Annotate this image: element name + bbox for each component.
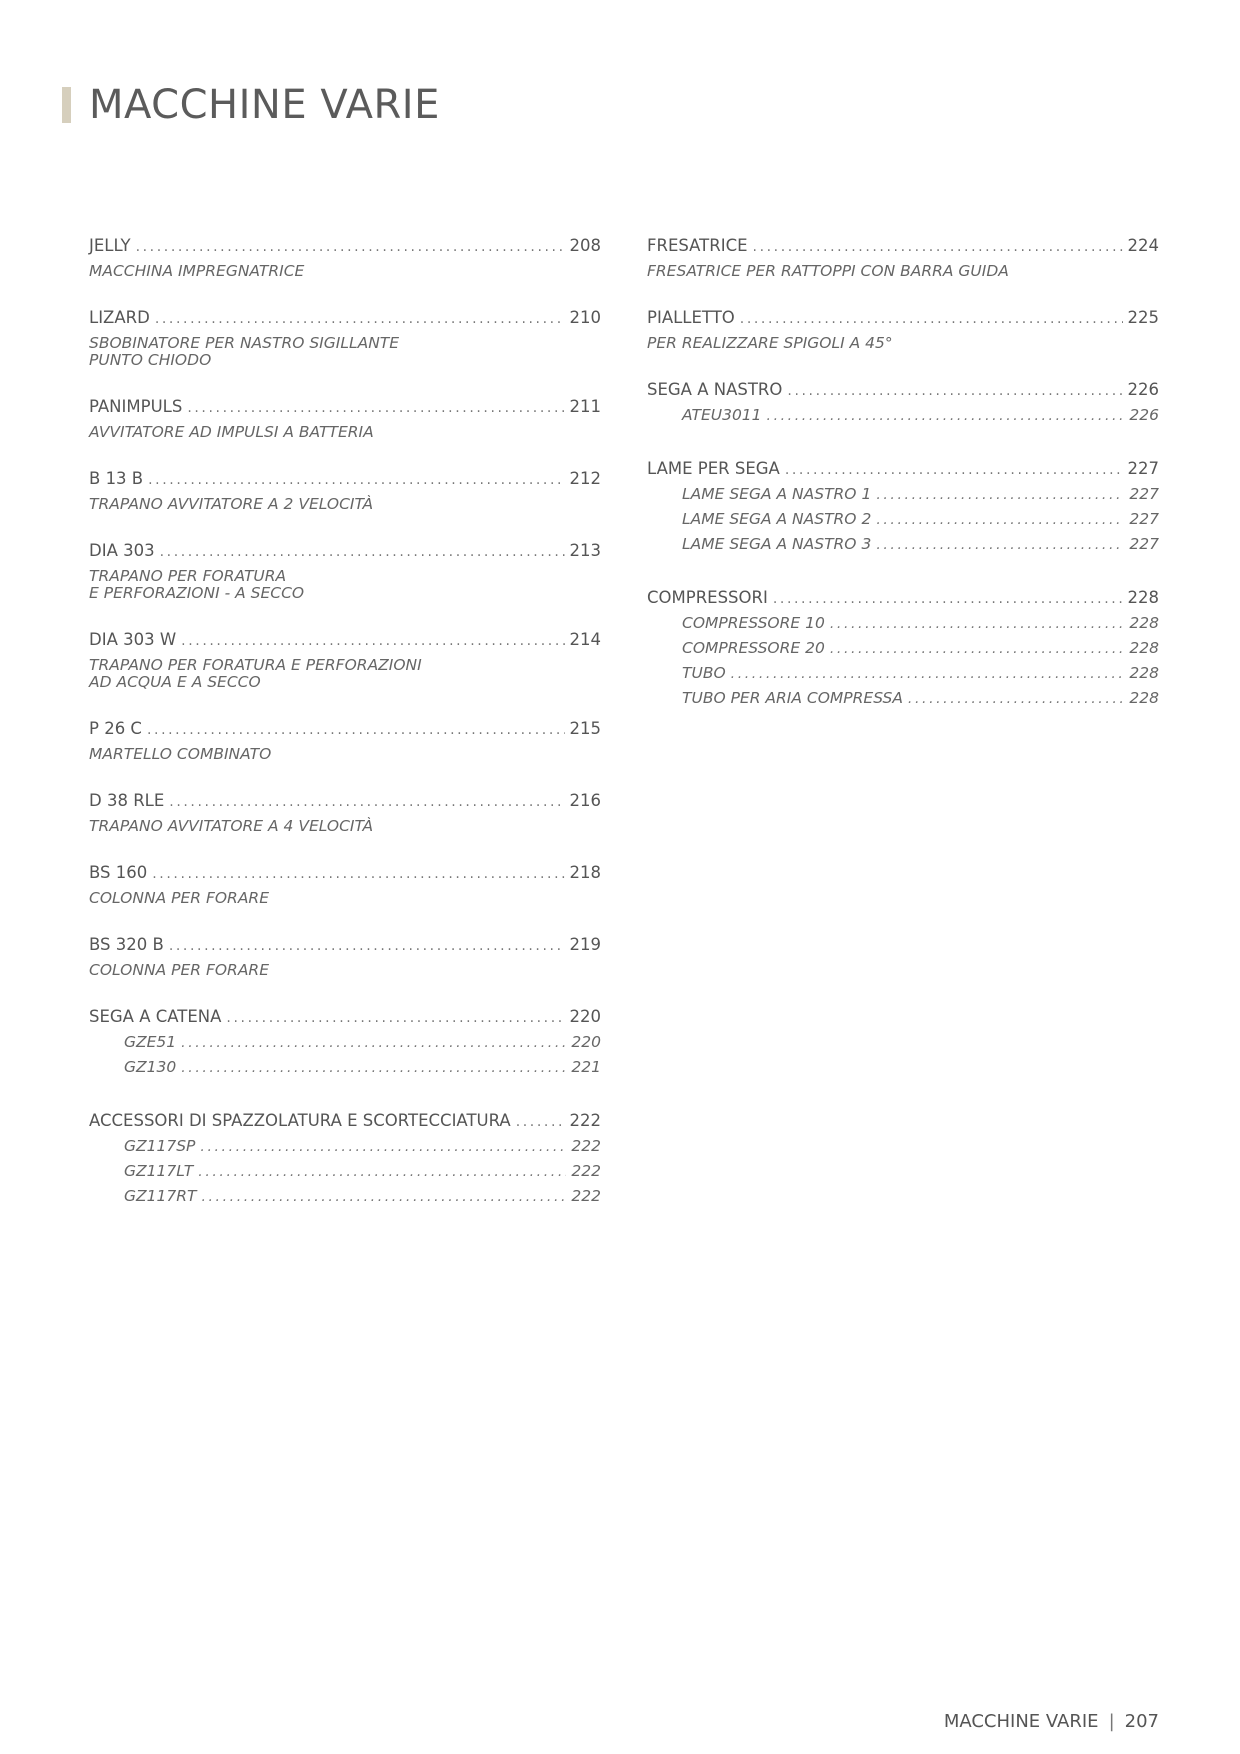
description-line: TRAPANO PER FORATURA E PERFORAZIONI: [89, 656, 422, 674]
toc-entry[interactable]: [89, 791, 601, 816]
toc-entry-name: DIA 303: [89, 541, 155, 560]
toc-subentry-name: GZ117RT: [124, 1187, 197, 1205]
toc-entry-block: [89, 1007, 601, 1083]
dot-leader: [908, 691, 1124, 707]
toc-entry-name: B 13 B: [89, 469, 144, 488]
toc-subentry-name: GZ130: [124, 1058, 177, 1076]
toc-entry-block: [89, 935, 601, 979]
toc-entry-block: [647, 588, 1159, 714]
toc-subentry[interactable]: [124, 1137, 601, 1162]
toc-subentry-name: LAME SEGA A NASTRO 2: [682, 510, 872, 528]
toc-entry-block: [89, 236, 601, 280]
toc-entry-description: [89, 890, 601, 907]
toc-entry[interactable]: [89, 630, 601, 655]
toc-subentry[interactable]: [682, 406, 1159, 431]
toc-entry-block: [89, 791, 601, 835]
page-footer: [944, 1711, 1159, 1732]
toc-entry-description: [89, 568, 601, 602]
toc-entry-description: [89, 962, 601, 979]
toc-entry-block: [89, 630, 601, 691]
toc-entry-name: SEGA A NASTRO: [647, 380, 783, 399]
toc-subentry[interactable]: [124, 1058, 601, 1083]
dot-leader: [187, 400, 564, 416]
toc-entry-description: [89, 424, 601, 441]
toc-subentry-name: LAME SEGA A NASTRO 1: [682, 485, 872, 503]
toc-entry-page: 208: [569, 236, 601, 255]
description-line: PER REALIZZARE SPIGOLI A 45°: [647, 334, 893, 352]
dot-leader: [785, 462, 1123, 478]
description-line: COLONNA PER FORARE: [89, 961, 269, 979]
toc-entry[interactable]: [89, 541, 601, 566]
toc-entry-block: [647, 308, 1159, 352]
toc-entry-description: [647, 263, 1159, 280]
description-line: PUNTO CHIODO: [89, 351, 212, 369]
toc-entry[interactable]: [89, 1007, 601, 1032]
toc-entry-block: [647, 459, 1159, 560]
toc-entry[interactable]: [647, 588, 1159, 613]
toc-entry-description: [89, 746, 601, 763]
toc-subentry[interactable]: [124, 1187, 601, 1212]
toc-entry[interactable]: [89, 1111, 601, 1136]
toc-entry-description: [89, 335, 601, 369]
toc-entry-page: 228: [1127, 588, 1159, 607]
dot-leader: [136, 239, 565, 255]
toc-subentry-page: 222: [571, 1162, 601, 1180]
toc-subentry[interactable]: [682, 639, 1159, 664]
toc-entry-page: 222: [569, 1111, 601, 1130]
toc-entry-name: LAME PER SEGA: [647, 459, 780, 478]
toc-entry[interactable]: [647, 380, 1159, 405]
toc-entry[interactable]: [89, 935, 601, 960]
toc-subentry-name: LAME SEGA A NASTRO 3: [682, 535, 872, 553]
toc-subentry-page: 228: [1129, 664, 1159, 682]
toc-subentry[interactable]: [124, 1162, 601, 1187]
toc-entry[interactable]: [647, 236, 1159, 261]
toc-entry-block: [89, 1111, 601, 1212]
toc-entry-block: [647, 380, 1159, 431]
toc-entry-page: 218: [569, 863, 601, 882]
toc-entry-name: COMPRESSORI: [647, 588, 768, 607]
dot-leader: [148, 472, 564, 488]
toc-subentry-name: GZ117SP: [124, 1137, 196, 1155]
toc-subentries: [647, 614, 1159, 714]
toc-subentry-page: 228: [1129, 614, 1159, 632]
dot-leader: [876, 487, 1124, 503]
toc-entry-block: [89, 719, 601, 763]
description-line: MACCHINA IMPREGNATRICE: [89, 262, 305, 280]
toc-entry-name: D 38 RLE: [89, 791, 165, 810]
dot-leader: [787, 383, 1122, 399]
toc-entry-block: [89, 863, 601, 907]
dot-leader: [876, 537, 1124, 553]
toc-entry-page: 215: [569, 719, 601, 738]
toc-subentry-page: 227: [1129, 485, 1159, 503]
toc-entry-page: 214: [569, 630, 601, 649]
footer-separator: |: [1108, 1711, 1115, 1732]
toc-entry-block: [89, 541, 601, 602]
toc-entry-page: 211: [569, 397, 601, 416]
toc-entry-name: PIALLETTO: [647, 308, 735, 327]
description-line: AVVITATORE AD IMPULSI A BATTERIA: [89, 423, 374, 441]
toc-subentries: [647, 406, 1159, 431]
description-line: TRAPANO PER FORATURA: [89, 567, 287, 585]
toc-subentries: [89, 1033, 601, 1083]
toc-subentry-name: COMPRESSORE 10: [682, 614, 825, 632]
description-line: AD ACQUA E A SECCO: [89, 673, 261, 691]
toc-entry-name: BS 320 B: [89, 935, 164, 954]
toc-entry-description: [647, 335, 1159, 352]
toc-entry-name: ACCESSORI DI SPAZZOLATURA E SCORTECCIATURA: [89, 1111, 511, 1130]
toc-right-column: [647, 236, 1159, 742]
toc-entry-description: [89, 818, 601, 835]
toc-entry[interactable]: [647, 308, 1159, 333]
toc-entry-name: FRESATRICE: [647, 236, 748, 255]
toc-subentry-page: 220: [571, 1033, 601, 1051]
title-accent-bar: [62, 87, 71, 123]
toc-subentry[interactable]: [124, 1033, 601, 1058]
toc-subentry[interactable]: [682, 535, 1159, 560]
toc-subentry[interactable]: [682, 614, 1159, 639]
toc-entry-name: PANIMPULS: [89, 397, 183, 416]
toc-entry-block: [89, 469, 601, 513]
description-line: FRESATRICE PER RATTOPPI CON BARRA GUIDA: [647, 262, 1009, 280]
toc-entry-page: 216: [569, 791, 601, 810]
toc-entry-page: 210: [569, 308, 601, 327]
toc-subentry-page: 228: [1129, 689, 1159, 707]
dot-leader: [876, 512, 1124, 528]
toc-subentry-name: ATEU3011: [682, 406, 762, 424]
dot-leader: [226, 1010, 564, 1026]
dot-leader: [181, 1035, 566, 1051]
toc-entry-page: 224: [1127, 236, 1159, 255]
toc-entry-page: 219: [569, 935, 601, 954]
description-line: COLONNA PER FORARE: [89, 889, 269, 907]
toc-left-column: [89, 236, 601, 1240]
dot-leader: [740, 311, 1123, 327]
toc-subentry-page: 226: [1129, 406, 1159, 424]
toc-entry[interactable]: [89, 719, 601, 744]
dot-leader: [169, 938, 565, 954]
description-line: MARTELLO COMBINATO: [89, 745, 272, 763]
toc-subentry-page: 222: [571, 1137, 601, 1155]
toc-entry-block: [89, 397, 601, 441]
dot-leader: [201, 1189, 566, 1205]
toc-subentry[interactable]: [682, 510, 1159, 535]
toc-entry-description: [89, 657, 601, 691]
toc-entry-block: [647, 236, 1159, 280]
toc-entry-name: LIZARD: [89, 308, 150, 327]
toc-entry[interactable]: [89, 469, 601, 494]
toc-entry[interactable]: [89, 236, 601, 261]
dot-leader: [147, 722, 565, 738]
toc-subentry-page: 227: [1129, 535, 1159, 553]
toc-subentry-name: COMPRESSORE 20: [682, 639, 825, 657]
toc-subentry[interactable]: [682, 485, 1159, 510]
footer-page-number: 207: [1124, 1711, 1159, 1732]
toc-subentry-page: 227: [1129, 510, 1159, 528]
toc-subentry-page: 228: [1129, 639, 1159, 657]
description-line: E PERFORAZIONI - A SECCO: [89, 584, 305, 602]
toc-entry-page: 212: [569, 469, 601, 488]
dot-leader: [773, 591, 1123, 607]
toc-subentry[interactable]: [682, 664, 1159, 689]
toc-subentry[interactable]: [682, 689, 1159, 714]
dot-leader: [181, 633, 564, 649]
toc-entry-name: P 26 C: [89, 719, 142, 738]
toc-subentries: [89, 1137, 601, 1212]
toc-entry-description: [89, 263, 601, 280]
toc-entry-page: 213: [569, 541, 601, 560]
footer-section-title: MACCHINE VARIE: [943, 1711, 1099, 1732]
toc-subentry-name: TUBO PER ARIA COMPRESSA: [682, 689, 903, 707]
toc-subentry-page: 222: [571, 1187, 601, 1205]
toc-entry-name: SEGA A CATENA: [89, 1007, 222, 1026]
toc-entry[interactable]: [89, 863, 601, 888]
dot-leader: [181, 1060, 566, 1076]
dot-leader: [198, 1164, 566, 1180]
toc-entry-name: JELLY: [89, 236, 131, 255]
toc-subentry-page: 221: [571, 1058, 601, 1076]
dot-leader: [155, 311, 565, 327]
description-line: TRAPANO AVVITATORE A 4 VELOCITÀ: [89, 817, 374, 835]
dot-leader: [731, 666, 1125, 682]
toc-entry-page: 227: [1127, 459, 1159, 478]
toc-entry-name: BS 160: [89, 863, 148, 882]
toc-entry-page: 225: [1127, 308, 1159, 327]
dot-leader: [767, 408, 1125, 424]
dot-leader: [200, 1139, 566, 1155]
toc-entry-page: 220: [569, 1007, 601, 1026]
description-line: SBOBINATORE PER NASTRO SIGILLANTE: [89, 334, 400, 352]
toc-subentries: [647, 485, 1159, 560]
dot-leader: [830, 616, 1125, 632]
dot-leader: [152, 866, 564, 882]
toc-entry-block: [89, 308, 601, 369]
toc-entry-name: DIA 303 W: [89, 630, 177, 649]
dot-leader: [160, 544, 565, 560]
description-line: TRAPANO AVVITATORE A 2 VELOCITÀ: [89, 495, 374, 513]
dot-leader: [753, 239, 1123, 255]
page-title-text: MACCHINE VARIE: [89, 82, 440, 128]
toc-entry[interactable]: [647, 459, 1159, 484]
toc-subentry-name: TUBO: [682, 664, 726, 682]
dot-leader: [830, 641, 1125, 657]
toc-subentry-name: GZE51: [124, 1033, 177, 1051]
toc-subentry-name: GZ117LT: [124, 1162, 194, 1180]
toc-entry[interactable]: [89, 397, 601, 422]
toc-entry[interactable]: [89, 308, 601, 333]
toc-entry-page: 226: [1127, 380, 1159, 399]
dot-leader: [516, 1114, 565, 1130]
page-title: [62, 80, 440, 130]
toc-entry-description: [89, 496, 601, 513]
dot-leader: [169, 794, 564, 810]
